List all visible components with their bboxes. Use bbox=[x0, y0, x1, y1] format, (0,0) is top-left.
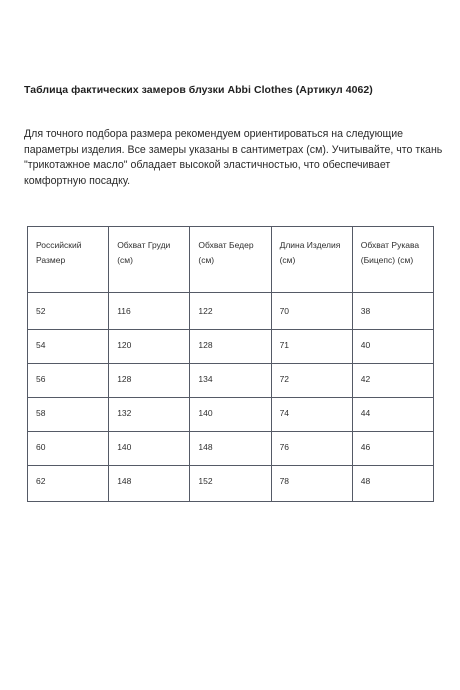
header-line: (Бицепс) (см) bbox=[360, 254, 414, 265]
header-line: Обхват Бедер bbox=[198, 240, 254, 250]
cell-chest: 128 bbox=[109, 364, 190, 398]
cell-size: 56 bbox=[28, 364, 109, 398]
cell-hips: 152 bbox=[190, 466, 271, 502]
document-title: Таблица фактических замеров блузки Abbi Clothes (Артикул 4062) bbox=[24, 84, 373, 96]
table-row bbox=[28, 466, 434, 502]
cell-sleeve: 44 bbox=[352, 398, 433, 432]
cell-sleeve: 40 bbox=[352, 330, 433, 364]
cell-size: 62 bbox=[28, 466, 109, 502]
cell-hips: 128 bbox=[190, 330, 271, 364]
cell-hips: 122 bbox=[190, 293, 271, 330]
header-line: (см) bbox=[198, 254, 215, 265]
table-row bbox=[28, 432, 434, 466]
header-sleeve bbox=[352, 227, 433, 293]
intro-text: Для точного подбора размера рекомендуем ориентироваться на следующие параметры изделия. Все замеры указаны в сантиметрах (см). Учитывайте, что ткань "трикотажное масло" обладает высокой эластичностью, что обеспечивает комфортную посадку. bbox=[24, 128, 443, 187]
cell-chest: 140 bbox=[109, 432, 190, 466]
cell-length: 71 bbox=[271, 330, 352, 364]
cell-length: 74 bbox=[271, 398, 352, 432]
cell-hips: 140 bbox=[190, 398, 271, 432]
header-chest bbox=[109, 227, 190, 293]
cell-sleeve: 38 bbox=[352, 293, 433, 330]
cell-hips: 134 bbox=[190, 364, 271, 398]
cell-size: 54 bbox=[28, 330, 109, 364]
header-line: (см) bbox=[117, 254, 133, 265]
header-russian-size bbox=[28, 227, 109, 293]
header-hips bbox=[190, 227, 271, 293]
cell-sleeve: 48 bbox=[352, 466, 433, 502]
cell-length: 78 bbox=[271, 466, 352, 502]
table-header-row bbox=[28, 227, 434, 293]
header-line: Обхват Рукава bbox=[360, 240, 420, 250]
cell-length: 70 bbox=[271, 293, 352, 330]
size-table bbox=[27, 226, 434, 502]
cell-chest: 120 bbox=[109, 330, 190, 364]
header-line: Российский bbox=[36, 240, 82, 250]
cell-sleeve: 42 bbox=[352, 364, 433, 398]
cell-hips: 148 bbox=[190, 432, 271, 466]
header-line: Обхват Груди bbox=[117, 240, 171, 250]
cell-chest: 116 bbox=[109, 293, 190, 330]
intro-paragraph bbox=[24, 127, 444, 189]
header-line: Длина Изделия bbox=[279, 240, 341, 250]
cell-chest: 148 bbox=[109, 466, 190, 502]
header-line: Размер bbox=[36, 254, 66, 265]
cell-sleeve: 46 bbox=[352, 432, 433, 466]
cell-chest: 132 bbox=[109, 398, 190, 432]
header-line: (см) bbox=[279, 254, 296, 265]
cell-size: 58 bbox=[28, 398, 109, 432]
cell-length: 76 bbox=[271, 432, 352, 466]
table-row bbox=[28, 293, 434, 330]
table-row bbox=[28, 330, 434, 364]
table-row bbox=[28, 398, 434, 432]
cell-length: 72 bbox=[271, 364, 352, 398]
table-row bbox=[28, 364, 434, 398]
cell-size: 52 bbox=[28, 293, 109, 330]
header-length bbox=[271, 227, 352, 293]
cell-size: 60 bbox=[28, 432, 109, 466]
